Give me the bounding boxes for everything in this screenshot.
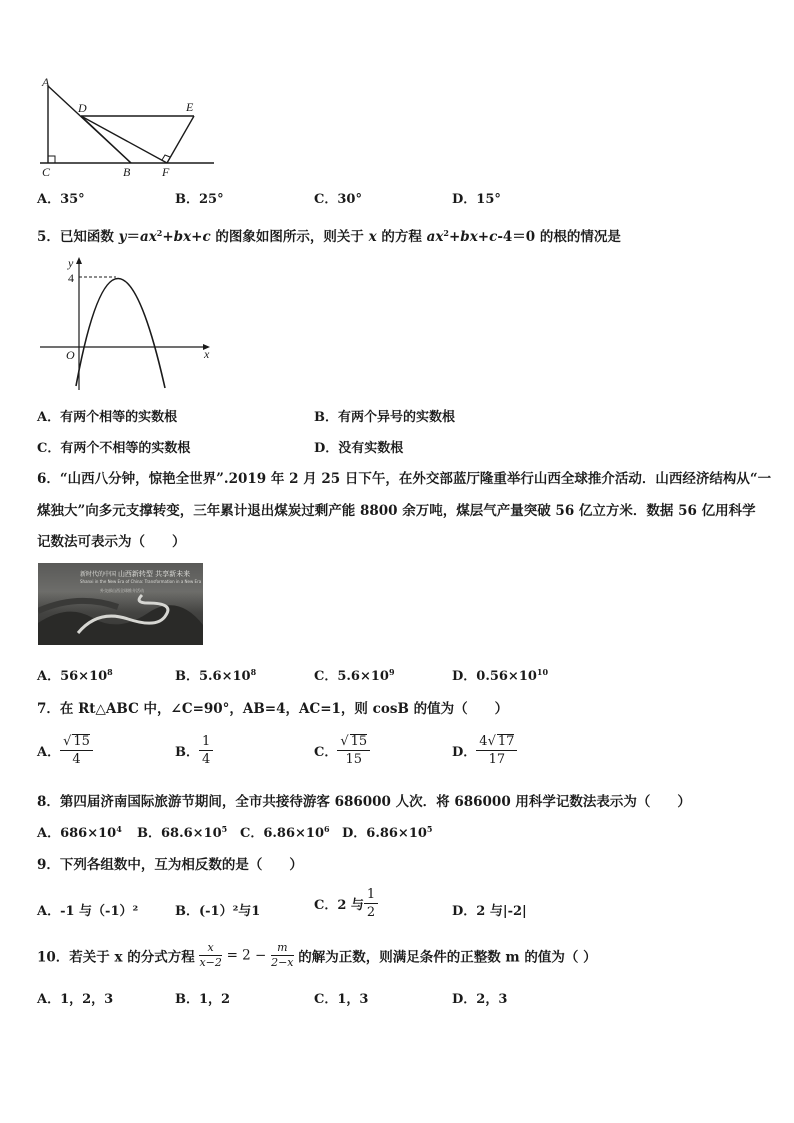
q8-option-b[interactable]: B．$68.6\times 10^5$: [137, 824, 228, 841]
q9-stem: 9．下列各组数中，互为相反数的是（ ）: [37, 857, 303, 873]
q10-stem: 10．若关于 x 的分式方程 $\frac{x}{x-2}$ = 2 − $\frac{m}{2-x}$ 的解为正数，则满足条件的正整数 m 的值为（ ）: [37, 941, 597, 969]
q6-stem-line-1: 6．“山西八分钟，惊艳全世界”.2019 年 2 月 25 日下午，在外交部蓝厅隆重举行山西全球推介活动．山西经济结构从“一: [37, 471, 772, 487]
q6-option-c[interactable]: C．$5.6\times 10^9$: [314, 667, 395, 684]
q5-option-d[interactable]: D．没有实数根: [314, 441, 404, 456]
label-E: E: [186, 100, 194, 114]
label-F: F: [162, 165, 170, 179]
graph-y-label: y: [68, 256, 74, 270]
q6-option-d[interactable]: D．$0.56\times 10^{10}$: [452, 667, 549, 684]
q9-option-d[interactable]: D．2 与|-2|: [452, 904, 527, 919]
q10-option-a[interactable]: A．1，2，3: [37, 992, 114, 1007]
graph-x-label: x: [204, 347, 210, 361]
photo-caption-2: Shanxi in the New Era of China: Transformation in a New Era: [80, 579, 202, 584]
photo-caption-1: 新时代的中国 山西新转型 共享新未来: [80, 570, 191, 578]
q5-option-a[interactable]: A．有两个相等的实数根: [37, 410, 178, 425]
q5-stem: 5．已知函数 $y=ax^2+bx+c$ 的图象如图所示，则关于 x 的方程 $ax^2+bx+c-4=0$ 的根的情况是: [37, 228, 621, 245]
q10-option-b[interactable]: B．1，2: [175, 992, 231, 1007]
q7-option-a[interactable]: A． $\frac{√ 15}{4}$: [37, 733, 93, 768]
q6-promo-photo: [38, 563, 203, 645]
q10-option-c[interactable]: C．1，3: [314, 992, 369, 1007]
q8-option-d[interactable]: D．$6.86\times 10^5$: [342, 824, 433, 841]
q4-option-a[interactable]: A．35°: [37, 192, 85, 207]
q6-option-b[interactable]: B．$5.6\times 10^8$: [175, 667, 257, 684]
photo-caption-3: 外交部山西全球推介活动: [100, 588, 144, 593]
q5-parabola-graph: [38, 254, 218, 394]
q4-option-d[interactable]: D．15°: [452, 192, 501, 207]
label-B: B: [123, 165, 131, 179]
q6-option-a[interactable]: A．$56\times 10^8$: [37, 667, 113, 684]
q8-option-a[interactable]: A．$686\times 10^4$: [37, 824, 122, 841]
label-D: D: [78, 101, 87, 115]
q7-option-c[interactable]: C． $\frac{√ 15}{15}$: [314, 733, 370, 768]
q8-option-c[interactable]: C．$6.86\times 10^6$: [240, 824, 330, 841]
label-A: A: [42, 75, 50, 89]
q6-stem-line-2: 煤独大”向多元支撑转变，三年累计退出煤炭过剩产能 8800 余万吨，煤层气产量突破 56 亿立方米．数据 56 亿用科学: [37, 503, 756, 519]
q10-option-d[interactable]: D．2，3: [452, 992, 508, 1007]
q7-stem: 7．在 Rt△ABC 中，∠C=90°，AB=4，AC=1，则 cosB 的值为（ ）: [37, 701, 509, 717]
q9-option-c[interactable]: C．2 与 $\frac{1}{2}$: [314, 886, 378, 921]
q9-option-a[interactable]: A．-1 与（-1）²: [37, 904, 139, 919]
q6-stem-line-3: 记数法可表示为（ ）: [37, 534, 186, 550]
q9-option-b[interactable]: B．(-1）²与1: [175, 904, 261, 919]
graph-tick-4: 4: [68, 271, 74, 285]
q7-option-b[interactable]: B． $\frac{1}{4}$: [175, 733, 213, 768]
q8-stem: 8．第四届济南国际旅游节期间，全市共接待游客 686000 人次．将 686000 用科学记数法表示为（ ）: [37, 794, 691, 810]
graph-origin-label: O: [66, 348, 75, 362]
label-C: C: [42, 165, 51, 179]
q5-option-c[interactable]: C．有两个不相等的实数根: [37, 441, 191, 456]
q4-triangle-figure: [36, 74, 218, 180]
q4-option-c[interactable]: C．30°: [314, 192, 362, 207]
q4-option-b[interactable]: B．25°: [175, 192, 224, 207]
q7-option-d[interactable]: D． $\frac{4√ 17}{17}$: [452, 733, 517, 768]
q5-option-b[interactable]: B．有两个异号的实数根: [314, 410, 455, 425]
